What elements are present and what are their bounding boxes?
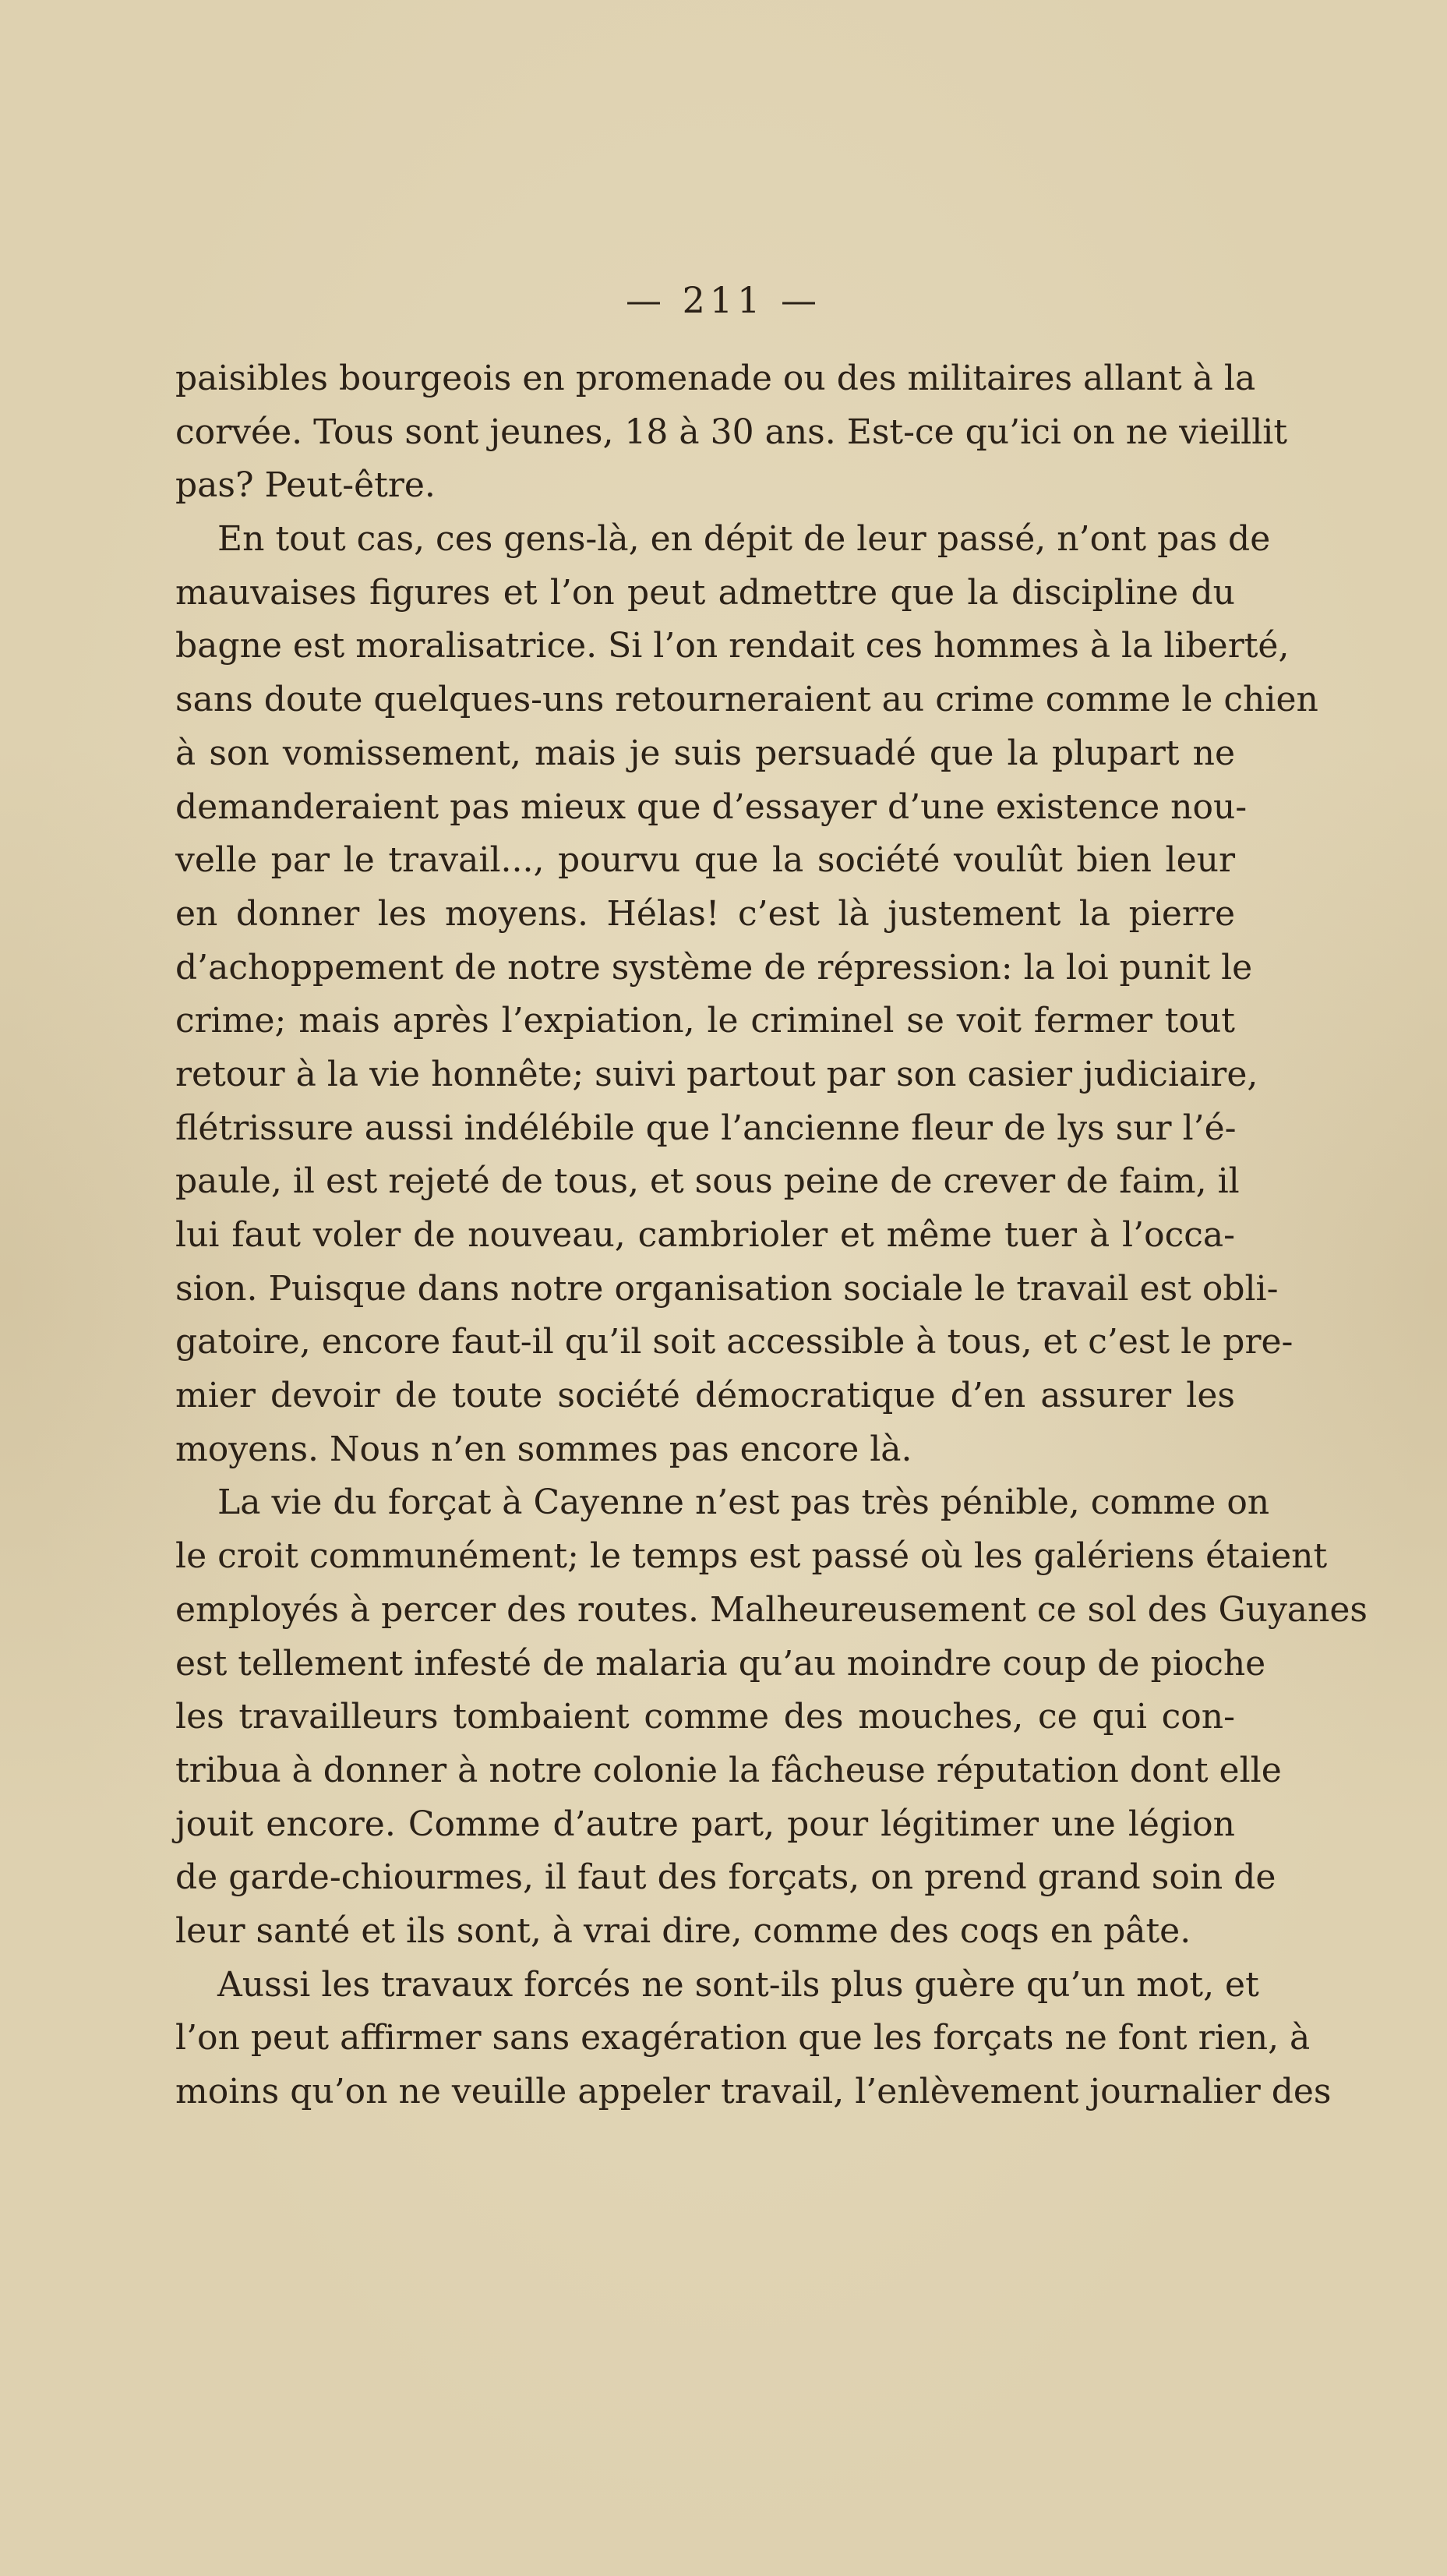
text-line: le croit communément; le temps est passé où les galériens étaient <box>175 1536 1328 1577</box>
page-number: — 211 — <box>625 279 822 321</box>
text-line: velle par le travail..., pourvu que la société voulût bien leur <box>175 840 1235 881</box>
text-line: retour à la vie honnête; suivi partout par son casier judiciaire, <box>175 1054 1258 1094</box>
text-line: crime; mais après l’expiation, le criminel se voit fermer tout <box>175 1001 1235 1041</box>
text-line: en donner les moyens. Hélas! c’est là justement la pierre <box>175 893 1235 934</box>
text-line: La vie du forçat à Cayenne n’est pas très pénible, comme on <box>217 1482 1270 1523</box>
text-line: l’on peut affirmer sans exagération que les forçats ne font rien, à <box>175 2018 1311 2058</box>
text-line: demanderaient pas mieux que d’essayer d’une existence nou- <box>175 786 1248 827</box>
text-line: mier devoir de toute société démocratique d’en assurer les <box>175 1376 1235 1416</box>
body-text <box>175 352 1368 2119</box>
text-line: corvée. Tous sont jeunes, 18 à 30 ans. Est-ce qu’ici on ne vieillit <box>175 412 1288 452</box>
text-line: gatoire, encore faut-il qu’il soit accessible à tous, et c’est le pre- <box>175 1322 1293 1362</box>
text-line: lui faut voler de nouveau, cambrioler et même tuer à l’occa- <box>175 1215 1235 1255</box>
text-line: tribua à donner à notre colonie la fâcheuse réputation dont elle <box>175 1750 1282 1790</box>
text-line: d’achoppement de notre système de répression: la loi punit le <box>175 947 1253 988</box>
text-line: En tout cas, ces gens-là, en dépit de leur passé, n’ont pas de <box>217 519 1271 560</box>
text-line: les travailleurs tombaient comme des mouches, ce qui con- <box>175 1697 1235 1737</box>
text-line: Aussi les travaux forcés ne sont-ils plus guère qu’un mot, et <box>217 1964 1259 2005</box>
text-line: paisibles bourgeois en promenade ou des militaires allant à la <box>175 359 1256 398</box>
text-line: sans doute quelques-uns retourneraient au crime comme le chien <box>175 680 1318 720</box>
text-line: est tellement infesté de malaria qu’au moindre coup de pioche <box>175 1643 1266 1684</box>
text-line: jouit encore. Comme d’autre part, pour légitimer une légion <box>175 1804 1235 1844</box>
text-line: à son vomissement, mais je suis persuadé que la plupart ne <box>175 733 1235 773</box>
text-line: sion. Puisque dans notre organisation sociale le travail est obli- <box>175 1268 1279 1309</box>
text-line: employés à percer des routes. Malheureusement ce sol des Guyanes <box>175 1589 1368 1630</box>
text-line: moins qu’on ne veuille appeler travail, l’enlèvement journalier des <box>175 2072 1332 2111</box>
text-line: leur santé et ils sont, à vrai dire, comme des coqs en pâte. <box>175 1910 1191 1951</box>
text-line: de garde-chiourmes, il faut des forçats, on prend grand soin de <box>175 1857 1276 1898</box>
text-line: moyens. Nous n’en sommes pas encore là. <box>175 1429 912 1469</box>
text-line: flétrissure aussi indélébile que l’ancienne fleur de lys sur l’é- <box>175 1108 1237 1148</box>
text-line: mauvaises figures et l’on peut admettre que la discipline du <box>175 572 1235 613</box>
text-line: pas? Peut-être. <box>175 465 436 506</box>
text-line: paule, il est rejeté de tous, et sous peine de crever de faim, il <box>175 1161 1240 1202</box>
text-line: bagne est moralisatrice. Si l’on rendait ces hommes à la liberté, <box>175 626 1290 666</box>
